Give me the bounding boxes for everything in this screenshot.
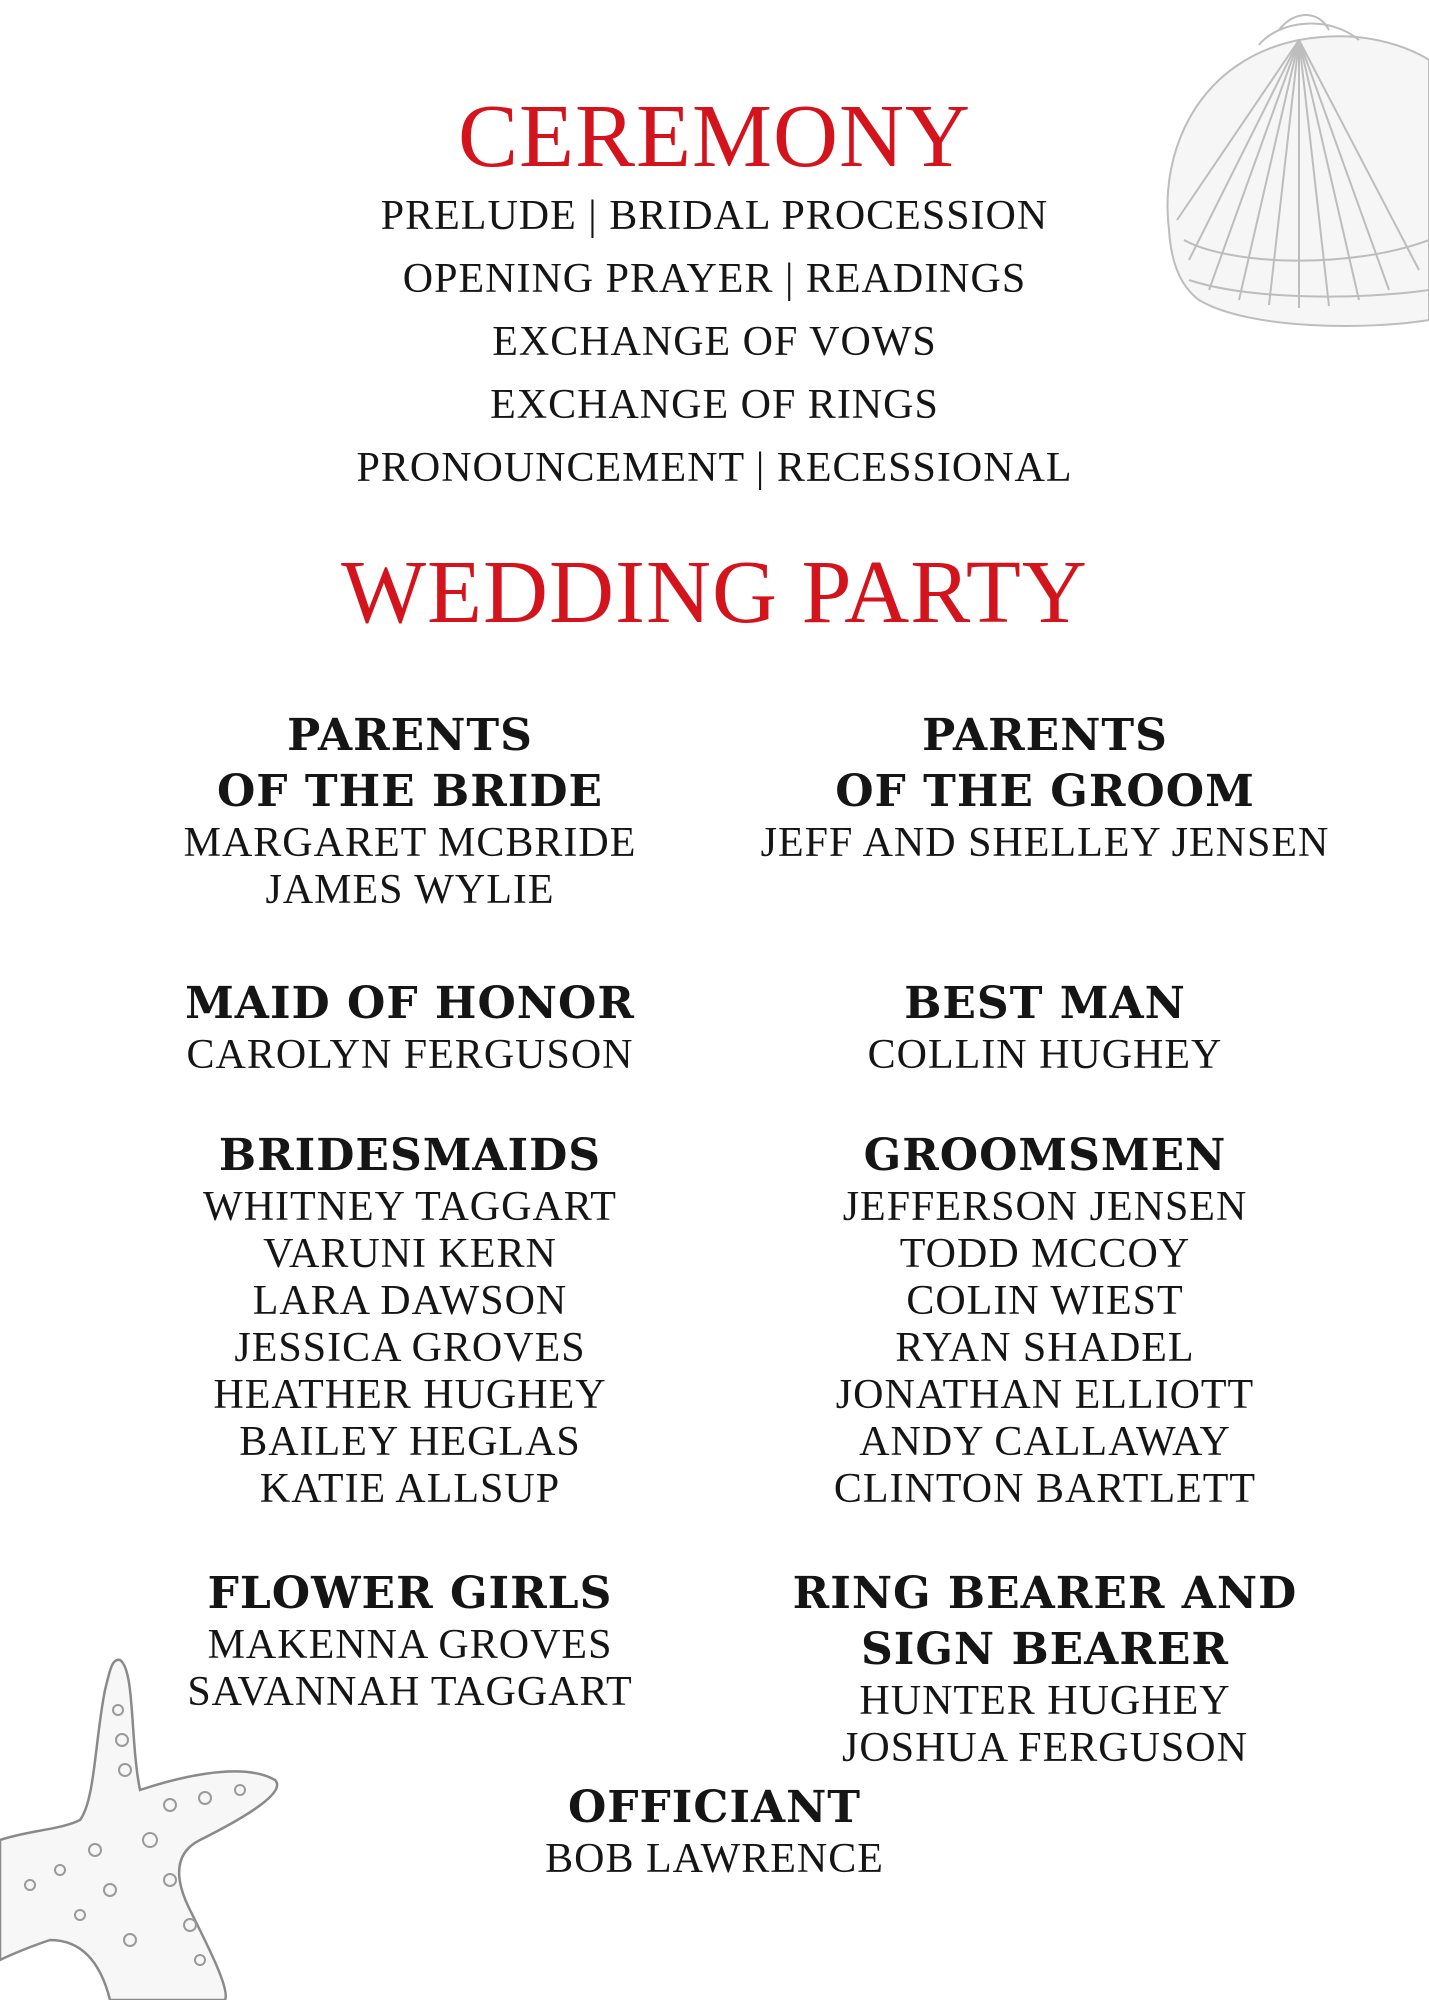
person-name: JONATHAN ELLIOTT bbox=[835, 1372, 1255, 1418]
section-heading: PARENTS bbox=[287, 710, 533, 761]
person-name: JOSHUA FERGUSON bbox=[842, 1725, 1248, 1771]
section-heading: OF THE GROOM bbox=[835, 766, 1255, 817]
ceremony-item: PRONOUNCEMENT | RECESSIONAL bbox=[356, 445, 1073, 491]
person-name: MAKENNA GROVES bbox=[207, 1622, 613, 1668]
person-name: BOB LAWRENCE bbox=[545, 1836, 884, 1882]
section-heading: PARENTS bbox=[922, 710, 1168, 761]
person-name: KATIE ALLSUP bbox=[259, 1466, 561, 1512]
ceremony-item: EXCHANGE OF VOWS bbox=[492, 319, 937, 365]
section-heading: FLOWER GIRLS bbox=[207, 1568, 613, 1619]
section-heading: GROOMSMEN bbox=[863, 1130, 1227, 1181]
section-heading: BRIDESMAIDS bbox=[218, 1130, 602, 1181]
person-name: JAMES WYLIE bbox=[265, 867, 555, 913]
person-name: SAVANNAH TAGGART bbox=[187, 1669, 633, 1715]
section-heading: MAID OF HONOR bbox=[185, 978, 635, 1029]
best-man-section bbox=[725, 976, 1365, 1079]
person-name: JEFFERSON JENSEN bbox=[842, 1184, 1248, 1230]
flower-girls-section bbox=[90, 1566, 730, 1716]
person-name: MARGARET MCBRIDE bbox=[183, 820, 637, 866]
person-name: RYAN SHADEL bbox=[895, 1325, 1195, 1371]
person-name: HUNTER HUGHEY bbox=[859, 1678, 1231, 1724]
ceremony-order-list bbox=[0, 185, 1429, 500]
wedding-party-title: WEDDING PARTY bbox=[341, 543, 1088, 642]
person-name: CAROLYN FERGUSON bbox=[186, 1032, 634, 1078]
ceremony-item: PRELUDE | BRIDAL PROCESSION bbox=[380, 193, 1049, 239]
person-name: VARUNI KERN bbox=[263, 1231, 557, 1277]
person-name: TODD MCCOY bbox=[899, 1231, 1191, 1277]
ceremony-item: OPENING PRAYER | READINGS bbox=[402, 256, 1027, 302]
bridesmaids-section bbox=[90, 1128, 730, 1513]
parents-of-groom-section bbox=[725, 708, 1365, 867]
section-heading: BEST MAN bbox=[904, 978, 1186, 1029]
groomsmen-section bbox=[725, 1128, 1365, 1513]
person-name: JESSICA GROVES bbox=[234, 1325, 586, 1371]
person-name: COLIN WIEST bbox=[906, 1278, 1184, 1324]
ceremony-item: EXCHANGE OF RINGS bbox=[490, 382, 939, 428]
ceremony-title: CEREMONY bbox=[457, 87, 972, 186]
section-heading: SIGN BEARER bbox=[860, 1624, 1229, 1675]
person-name: HEATHER HUGHEY bbox=[213, 1372, 607, 1418]
section-heading: RING BEARER AND bbox=[792, 1568, 1298, 1619]
person-name: BAILEY HEGLAS bbox=[239, 1419, 581, 1465]
officiant-section bbox=[0, 1780, 1429, 1883]
section-heading: OFFICIANT bbox=[567, 1782, 862, 1833]
section-heading: OF THE BRIDE bbox=[216, 766, 604, 817]
person-name: CLINTON BARTLETT bbox=[833, 1466, 1257, 1512]
ring-bearer-section bbox=[725, 1566, 1365, 1772]
parents-of-bride-section bbox=[90, 708, 730, 914]
person-name: ANDY CALLAWAY bbox=[859, 1419, 1231, 1465]
person-name: JEFF AND SHELLEY JENSEN bbox=[760, 820, 1330, 866]
person-name: WHITNEY TAGGART bbox=[203, 1184, 617, 1230]
maid-of-honor-section bbox=[90, 976, 730, 1079]
person-name: LARA DAWSON bbox=[252, 1278, 568, 1324]
person-name: COLLIN HUGHEY bbox=[867, 1032, 1223, 1078]
